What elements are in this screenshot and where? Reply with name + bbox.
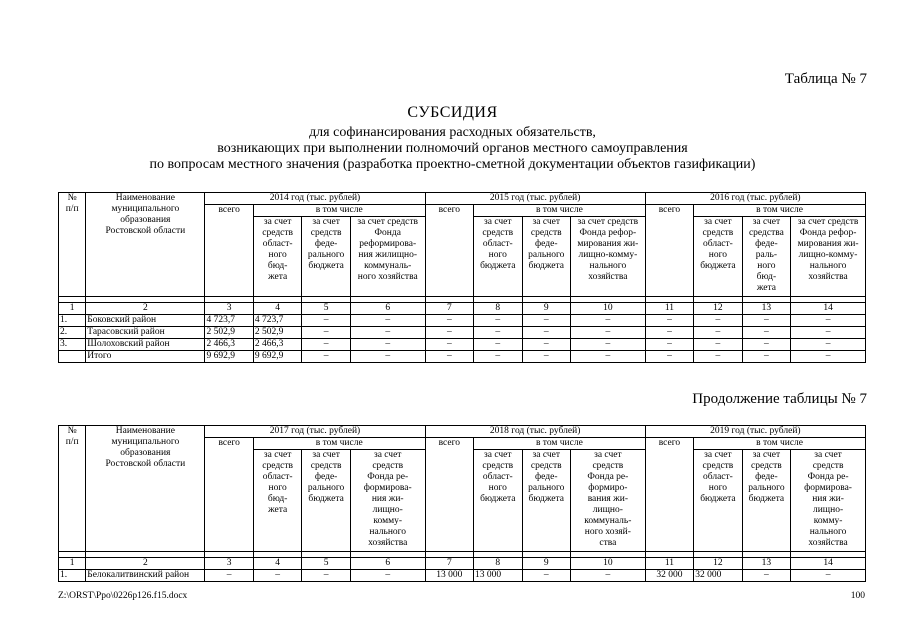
- total-row: [59, 351, 866, 363]
- header-sub: за счет средств феде- рального бюджета: [302, 217, 350, 297]
- cell: –: [570, 570, 645, 582]
- cell: –: [791, 351, 866, 363]
- header-sub: за счет средств област- ного бюджета: [474, 217, 522, 297]
- column-number: 1: [59, 558, 86, 570]
- cell: –: [522, 315, 570, 327]
- column-number-row: [59, 303, 866, 315]
- cell: 4 723,7: [253, 315, 301, 327]
- cell: –: [694, 339, 742, 351]
- subtitle-line-1: для софинансирования расходных обязательств,: [309, 125, 596, 140]
- cell: 2 466,3: [253, 339, 301, 351]
- header-year-1: 2014 год (тыс. рублей): [205, 193, 425, 205]
- header-name: Наименование муниципального образования Ростовской области: [86, 193, 205, 297]
- cell: –: [791, 315, 866, 327]
- cell: –: [474, 351, 522, 363]
- header-sub: за счет средств Фонда реформирова- ния жилищно- коммуналь- ного хозяйства: [350, 217, 425, 297]
- column-number: 11: [645, 558, 693, 570]
- header-sub: за счет средств феде- рального бюджета: [522, 450, 570, 552]
- header-sub: за счет средств област- ного бюджета: [694, 450, 742, 552]
- header-sub: за счет средств област- ного бюджета: [474, 450, 522, 552]
- row-number: 3.: [59, 339, 86, 351]
- cell: 2 502,9: [253, 327, 301, 339]
- table-row: [59, 315, 866, 327]
- cell: –: [694, 315, 742, 327]
- header-sub: за счет средств Фонда ре- формиро- вания жи- лищно- коммуналь- ного хозяй- ства: [570, 450, 645, 552]
- cell: –: [474, 315, 522, 327]
- cell: –: [645, 339, 693, 351]
- column-number-row: [59, 558, 866, 570]
- column-number: 2: [86, 303, 205, 315]
- cell: –: [694, 327, 742, 339]
- header-including-1: в том числе: [253, 438, 425, 450]
- cell: 2 502,9: [205, 327, 253, 339]
- cell: –: [205, 570, 253, 582]
- row-number: 1.: [59, 315, 86, 327]
- cell: –: [350, 570, 425, 582]
- cell: –: [742, 315, 790, 327]
- header-total-1: всего: [205, 205, 253, 297]
- row-name: Боковский район: [86, 315, 205, 327]
- header-sub: за счет средств Фонда ре- формирова- ния жи- лищно- комму- нального хозяйства: [791, 450, 866, 552]
- header-sub: за счет средств Фонда рефор- мирования жи- лищно-комму- нального хозяйства: [791, 217, 866, 297]
- column-number: 6: [350, 558, 425, 570]
- column-number: 3: [205, 303, 253, 315]
- header-year-2: 2015 год (тыс. рублей): [425, 193, 645, 205]
- cell: –: [791, 570, 866, 582]
- header-total-2: всего: [425, 438, 473, 552]
- column-number: 6: [350, 303, 425, 315]
- row-name: Итого: [86, 351, 205, 363]
- header-sub: за счет средств Фонда рефор- мирования жи- лищно-комму- нального хозяйства: [570, 217, 645, 297]
- cell: –: [522, 327, 570, 339]
- column-number: 10: [570, 558, 645, 570]
- cell: 32 000: [645, 570, 693, 582]
- column-number: 5: [302, 303, 350, 315]
- header-year-1: 2017 год (тыс. рублей): [205, 426, 425, 438]
- column-number: 7: [425, 303, 473, 315]
- cell: 13 000: [474, 570, 522, 582]
- header-sub: за счет средств Фонда ре- формирова- ния жи- лищно- комму- нального хозяйства: [350, 450, 425, 552]
- header-total-3: всего: [645, 438, 693, 552]
- cell: 9 692,9: [253, 351, 301, 363]
- header-including-2: в том числе: [474, 438, 646, 450]
- header-including-3: в том числе: [694, 205, 866, 217]
- header-total-1: всего: [205, 438, 253, 552]
- header-total-2: всего: [425, 205, 473, 297]
- header-sub: за счет средств област- ного бюд- жета: [253, 217, 301, 297]
- cell: –: [791, 339, 866, 351]
- cell: –: [302, 339, 350, 351]
- column-number: 14: [791, 303, 866, 315]
- table-row: [59, 339, 866, 351]
- cell: –: [350, 351, 425, 363]
- cell: –: [302, 315, 350, 327]
- header-sub: за счет средств феде- рального бюджета: [302, 450, 350, 552]
- cell: 9 692,9: [205, 351, 253, 363]
- footer-file-path: Z:\ORST\Ppo\0226p126.f15.docx: [58, 591, 188, 601]
- cell: –: [253, 570, 301, 582]
- column-number: 2: [86, 558, 205, 570]
- cell: –: [570, 351, 645, 363]
- page-number: 100: [850, 591, 865, 601]
- cell: –: [570, 315, 645, 327]
- cell: –: [570, 339, 645, 351]
- header-num: № п/п: [59, 426, 86, 552]
- cell: –: [570, 327, 645, 339]
- row-name: Белокалитвинский район: [86, 570, 205, 582]
- column-number: 13: [742, 303, 790, 315]
- cell: –: [742, 351, 790, 363]
- cell: –: [474, 327, 522, 339]
- column-number: 12: [694, 558, 742, 570]
- cell: –: [350, 315, 425, 327]
- cell: –: [425, 351, 473, 363]
- header-year-3: 2016 год (тыс. рублей): [645, 193, 865, 205]
- row-number: 2.: [59, 327, 86, 339]
- header-year-2: 2018 год (тыс. рублей): [425, 426, 645, 438]
- row-name: Шолоховский район: [86, 339, 205, 351]
- cell: 4 723,7: [205, 315, 253, 327]
- cell: –: [694, 351, 742, 363]
- column-number: 3: [205, 558, 253, 570]
- cell: –: [645, 351, 693, 363]
- header-sub: за счет средств феде- рального бюджета: [522, 217, 570, 297]
- header-sub: за счет средств област- ного бюд- жета: [253, 450, 301, 552]
- cell: –: [302, 327, 350, 339]
- subsidy-table-2014-2016: [58, 192, 866, 363]
- cell: –: [645, 327, 693, 339]
- cell: –: [425, 315, 473, 327]
- subsidy-table-2017-2019: [58, 425, 866, 582]
- column-number: 8: [474, 303, 522, 315]
- cell: –: [645, 315, 693, 327]
- column-number: 4: [253, 303, 301, 315]
- cell: –: [302, 570, 350, 582]
- subtitle-line-2: возникающих при выполнении полномочий органов местного самоуправления: [217, 141, 688, 156]
- column-number: 11: [645, 303, 693, 315]
- header-name: Наименование муниципального образования Ростовской области: [86, 426, 205, 552]
- cell: –: [350, 327, 425, 339]
- column-number: 5: [302, 558, 350, 570]
- table-label: Таблица № 7: [784, 71, 867, 87]
- column-number: 13: [742, 558, 790, 570]
- cell: –: [425, 339, 473, 351]
- cell: –: [425, 327, 473, 339]
- column-number: 10: [570, 303, 645, 315]
- column-number: 4: [253, 558, 301, 570]
- header-including-2: в том числе: [474, 205, 646, 217]
- cell: –: [474, 339, 522, 351]
- row-name: Тарасовский район: [86, 327, 205, 339]
- table-row: [59, 570, 866, 582]
- header-year-3: 2019 год (тыс. рублей): [645, 426, 865, 438]
- cell: –: [742, 570, 790, 582]
- column-number: 9: [522, 558, 570, 570]
- column-number: 8: [474, 558, 522, 570]
- column-number: 7: [425, 558, 473, 570]
- cell: 13 000: [425, 570, 473, 582]
- cell: 32 000: [694, 570, 742, 582]
- cell: –: [302, 351, 350, 363]
- header-sub: за счет средств област- ного бюджета: [694, 217, 742, 297]
- document-title: СУБСИДИЯ: [407, 104, 498, 121]
- header-including-1: в том числе: [253, 205, 425, 217]
- cell: –: [522, 339, 570, 351]
- column-number: 12: [694, 303, 742, 315]
- table-row: [59, 327, 866, 339]
- column-number: 9: [522, 303, 570, 315]
- continuation-label: Продолжение таблицы № 7: [692, 391, 867, 407]
- cell: –: [742, 327, 790, 339]
- header-sub: за счет средства феде- раль- ного бюд- жета: [742, 217, 790, 297]
- cell: –: [350, 339, 425, 351]
- header-including-3: в том числе: [694, 438, 866, 450]
- subtitle-line-3: по вопросам местного значения (разработка проектно-сметной документации объектов газификации): [149, 157, 756, 172]
- row-number: [59, 351, 86, 363]
- row-number: 1.: [59, 570, 86, 582]
- column-number: 1: [59, 303, 86, 315]
- cell: –: [791, 327, 866, 339]
- header-sub: за счет средств феде- рального бюджета: [742, 450, 790, 552]
- header-num: № п/п: [59, 193, 86, 297]
- cell: –: [522, 351, 570, 363]
- cell: –: [522, 570, 570, 582]
- header-total-3: всего: [645, 205, 693, 297]
- cell: –: [742, 339, 790, 351]
- cell: 2 466,3: [205, 339, 253, 351]
- column-number: 14: [791, 558, 866, 570]
